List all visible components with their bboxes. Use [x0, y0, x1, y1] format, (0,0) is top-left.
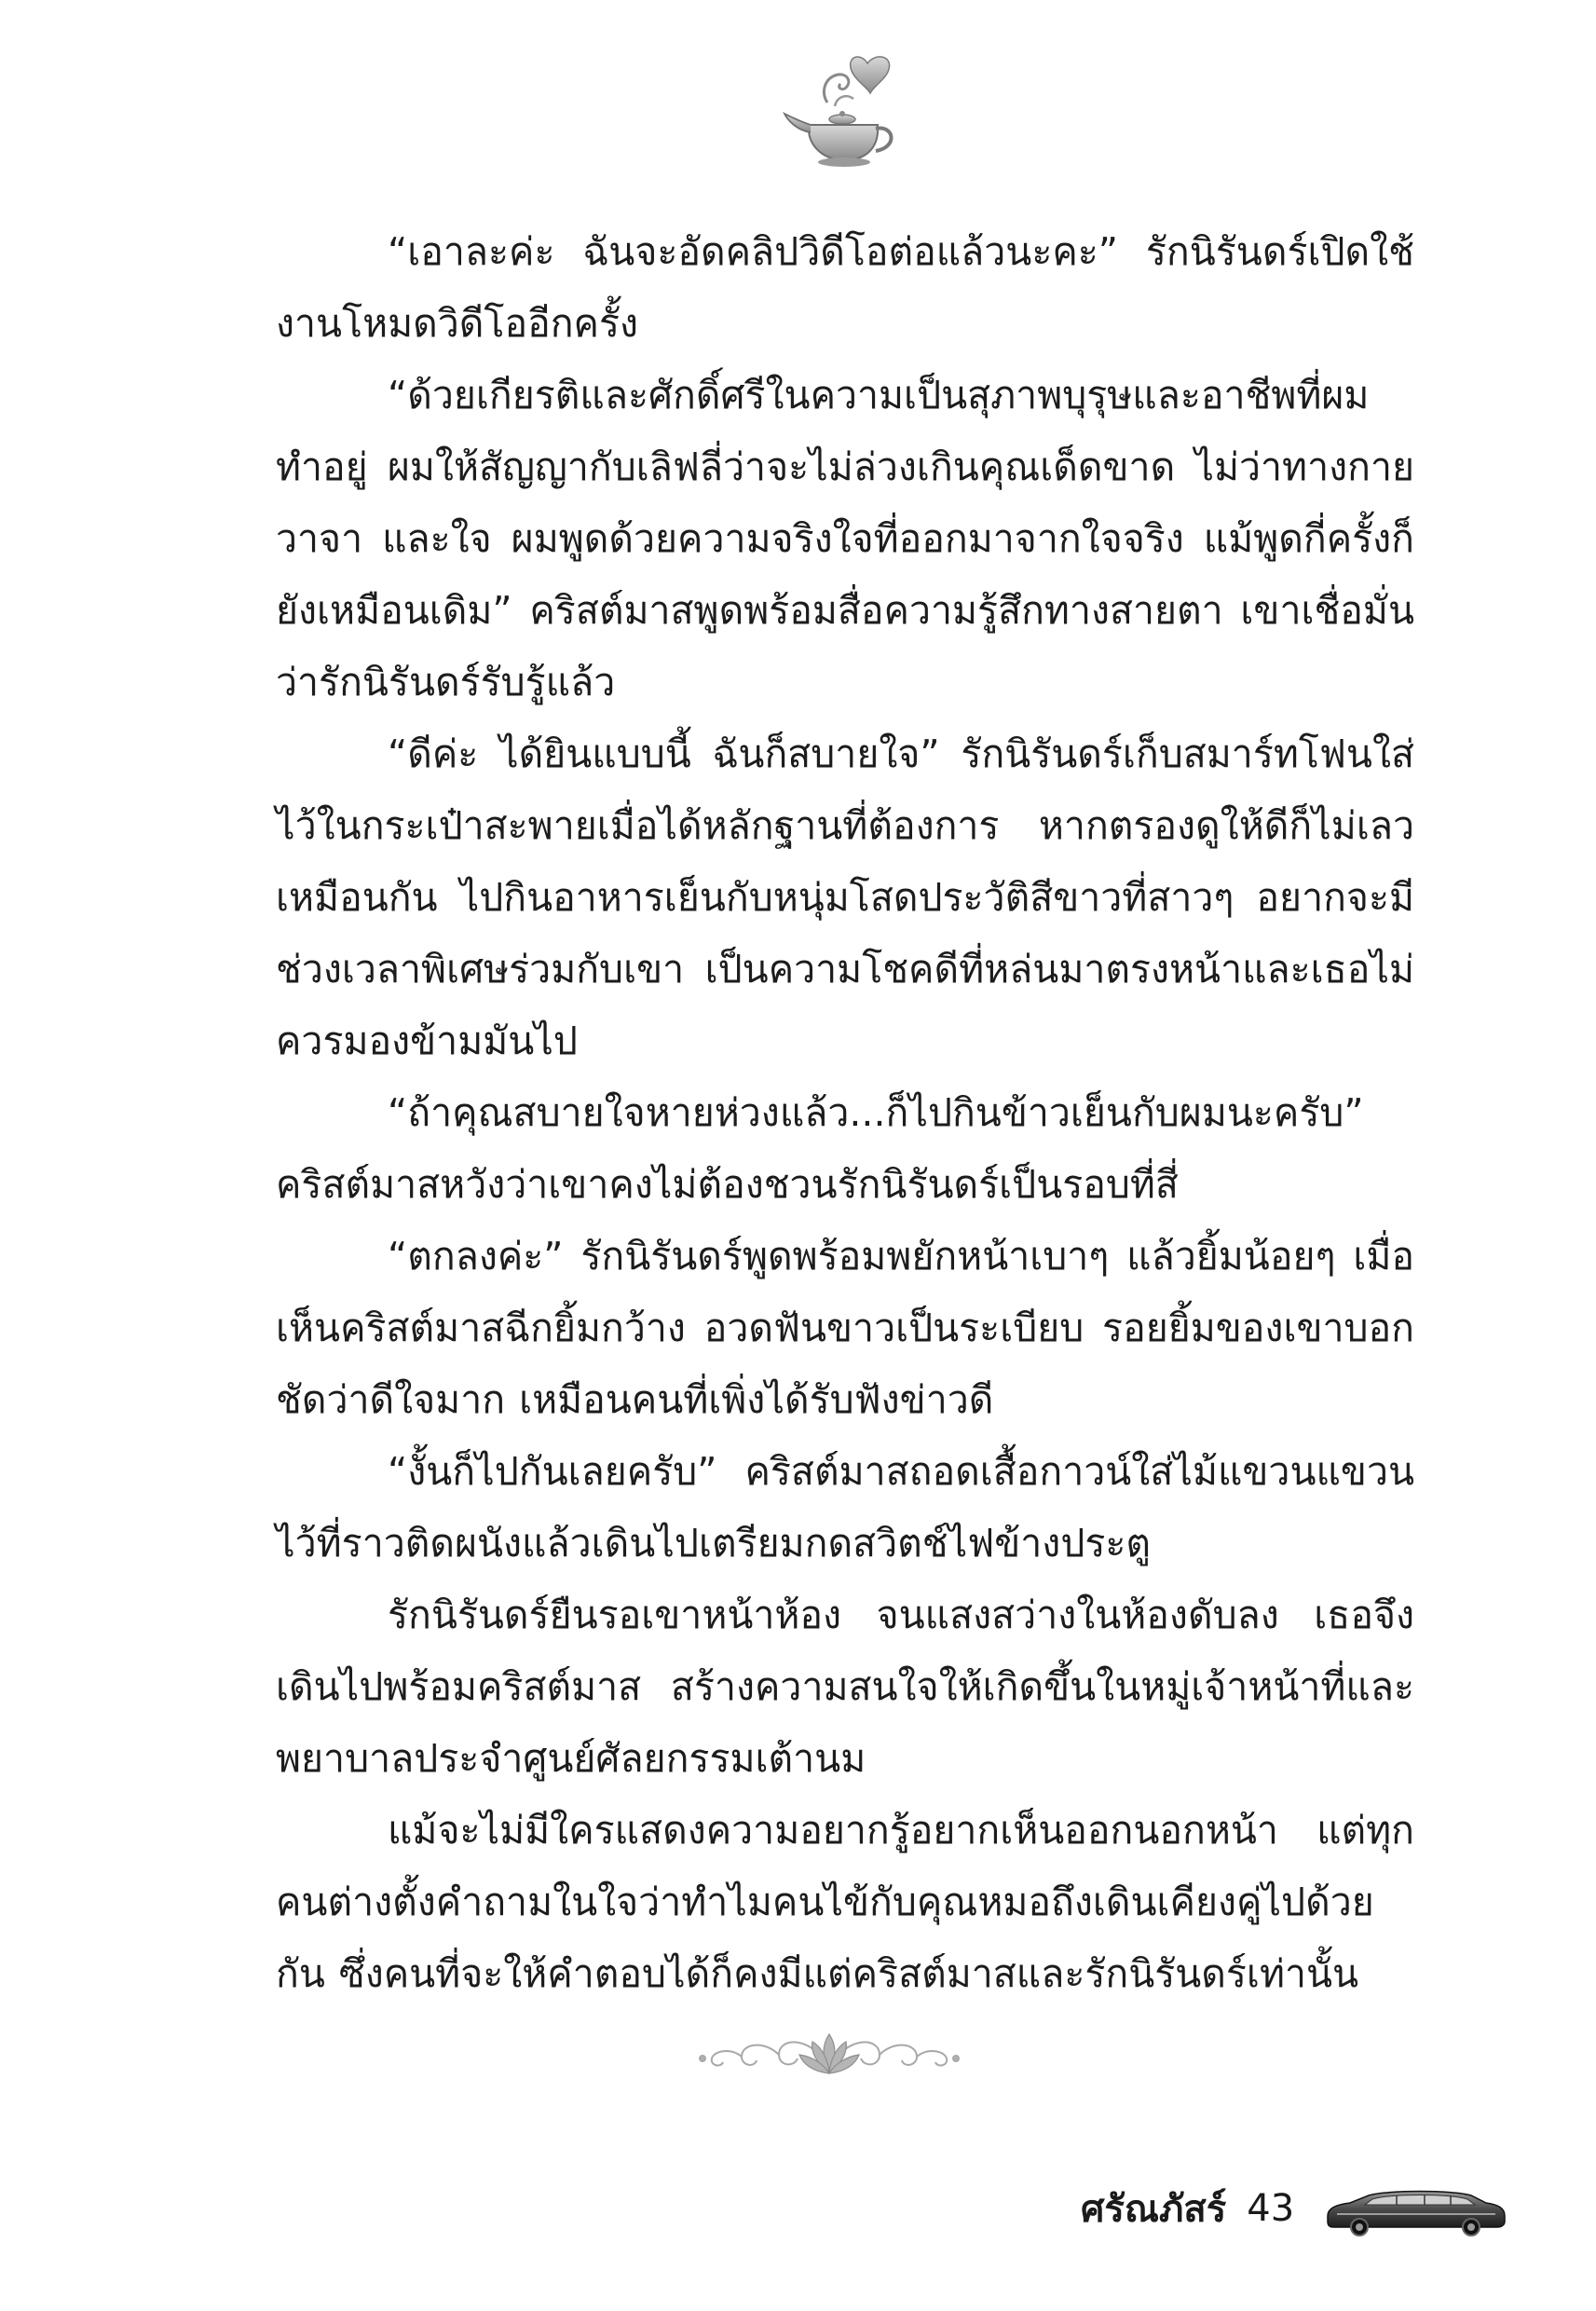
paragraph: แม้จะไม่มีใครแสดงความอยากรู้อยากเห็นออกนอกหน้า แต่ทุกคนต่างตั้งคำถามในใจว่าทำไมคนไข้กับคุณหมอถึงเดินเคียงคู่ไปด้วยกัน ซึ่งคนที่จะให้คำตอบได้ก็คงมีแต่คริสต์มาสและรักนิรันดร์เท่านั้น [276, 1808, 1414, 1996]
teapot-ornament-icon [779, 47, 909, 172]
paragraph: “ด้วยเกียรติและศักดิ์ศรีในความเป็นสุภาพบุรุษและอาชีพที่ผมทำอยู่ ผมให้สัญญากับเลิฟลี่ว่าจะไม่ล่วงเกินคุณเด็ดขาด ไม่ว่าทางกาย วาจา และใจ ผมพูดด้วยความจริงใจที่ออกมาจากใจจริง แม้พูดกี่ครั้งก็ยังเหมือนเดิม” คริสต์มาสพูดพร้อมสื่อความรู้สึกทางสายตา เขาเชื่อมั่นว่ารักนิรันดร์รับรู้แล้ว [276, 373, 1414, 704]
page-number: 43 [1247, 2187, 1295, 2230]
paragraph: “ถ้าคุณสบายใจหายห่วงแล้ว...ก็ไปกินข้าวเย็นกับผมนะครับ” คริสต์มาสหวังว่าเขาคงไม่ต้องชวนรักนิรันดร์เป็นรอบที่สี่ [276, 1090, 1364, 1207]
paragraph: “งั้นก็ไปกันเลยครับ” คริสต์มาสถอดเสื้อกาวน์ใส่ไม้แขวนแขวนไว้ที่ราวติดผนังแล้วเดินไปเตรียมกดสวิตช์ไฟข้างประตู [276, 1449, 1414, 1566]
author-name: ศรัณภัสร์ [1081, 2188, 1227, 2231]
body-text [276, 216, 1414, 2010]
paragraph: รักนิรันดร์ยืนรอเขาหน้าห้อง จนแสงสว่างในห้องดับลง เธอจึงเดินไปพร้อมคริสต์มาส สร้างความสนใจให้เกิดขึ้นในหมู่เจ้าหน้าที่และพยาบาลประจำศูนย์ศัลยกรรมเต้านม [276, 1593, 1414, 1781]
floral-divider-icon [689, 2027, 969, 2083]
paragraph: “ตกลงค่ะ” รักนิรันดร์พูดพร้อมพยักหน้าเบาๆ แล้วยิ้มน้อยๆ เมื่อเห็นคริสต์มาสฉีกยิ้มกว้าง อวดฟันขาวเป็นระเบียบ รอยยิ้มของเขาบอกชัดว่าดีใจมาก เหมือนคนที่เพิ่งได้รับฟังข่าวดี [276, 1234, 1414, 1422]
limousine-icon [1322, 2179, 1508, 2238]
paragraph: “ดีค่ะ ได้ยินแบบนี้ ฉันก็สบายใจ” รักนิรันดร์เก็บสมาร์ทโฟนใส่ไว้ในกระเป๋าสะพายเมื่อได้หลักฐานที่ต้องการ หากตรองดูให้ดีก็ไม่เลวเหมือนกัน ไปกินอาหารเย็นกับหนุ่มโสดประวัติสีขาวที่สาวๆ อยากจะมีช่วงเวลาพิเศษร่วมกับเขา เป็นความโชคดีที่หล่นมาตรงหน้าและเธอไม่ควรมองข้ามมันไป [276, 732, 1414, 1063]
page-footer [1081, 2176, 1508, 2241]
paragraph: “เอาละค่ะ ฉันจะอัดคลิปวิดีโอต่อแล้วนะคะ” รักนิรันดร์เปิดใช้งานโหมดวิดีโออีกครั้ง [276, 229, 1414, 346]
